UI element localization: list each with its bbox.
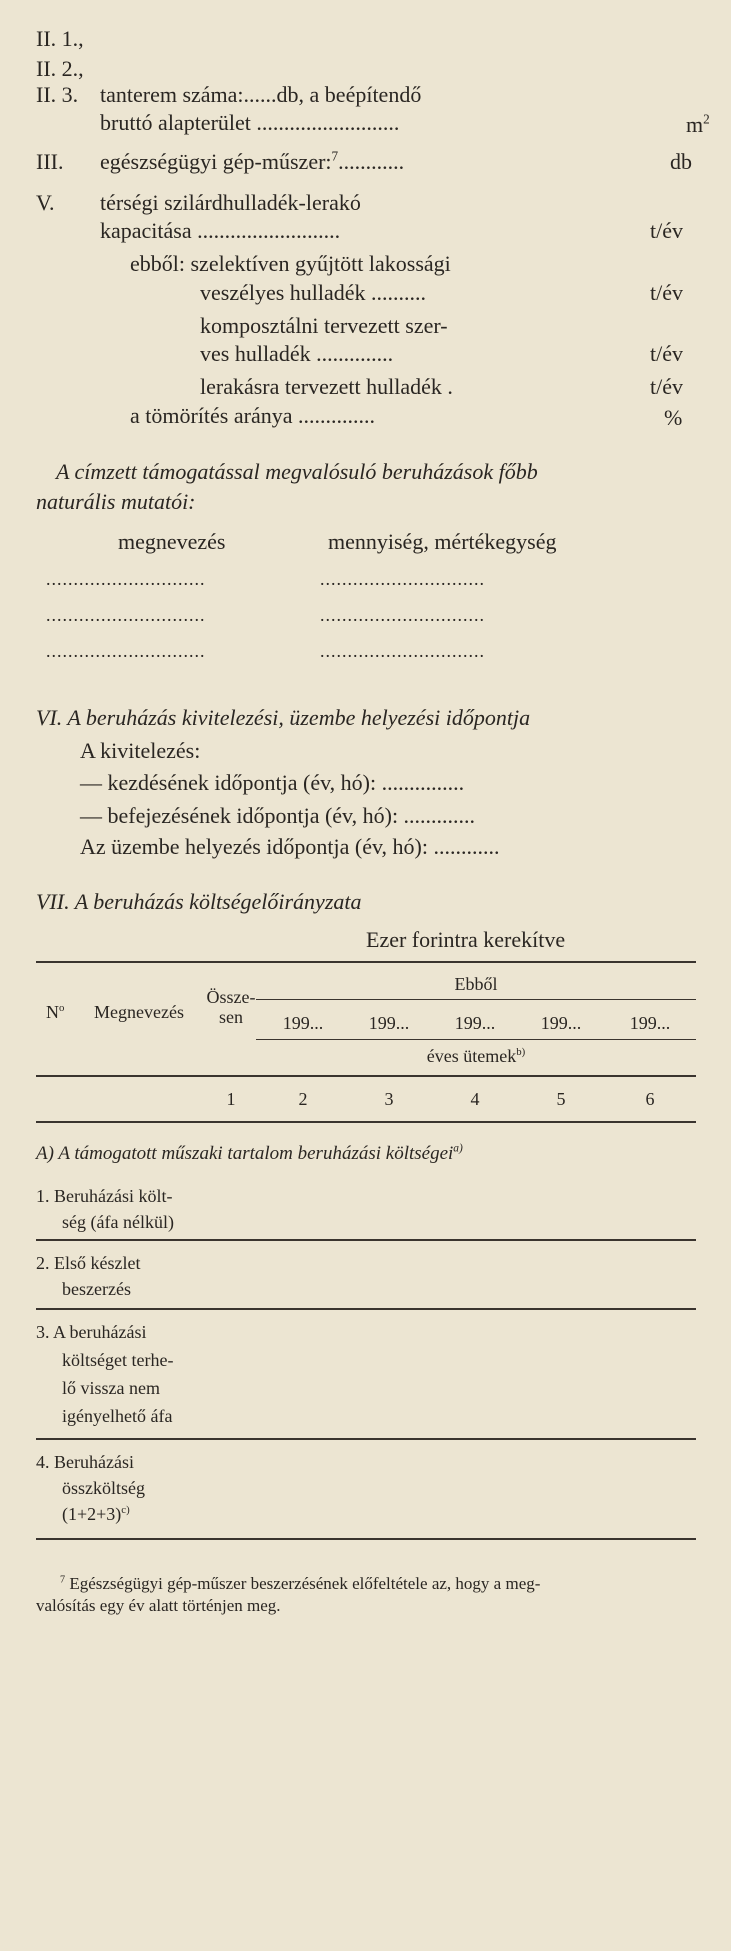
table-header-annual-phases: éves ütemek$^{b)}$: [426, 1046, 526, 1066]
section-VI-end-date: — befejezésének időpontja (év, hó): .............: [80, 803, 476, 828]
cost-row-4-label: 4. Beruházási összköltség $(1+2+3)^{c)}$: [36, 1452, 145, 1524]
section-V-line4-unit: t/év: [650, 280, 683, 305]
table-header-year-2: 199...: [368, 1013, 410, 1033]
section-II-item3-line1: tanterem száma:......db, a beépítendő: [100, 82, 422, 107]
indicators-row2-quantity: ..............................: [320, 605, 485, 625]
section-V-line7-unit: t/év: [650, 374, 683, 399]
section-II-item2: II. 2.,: [36, 56, 84, 81]
cost-row-1-rule: [36, 1239, 696, 1241]
section-VI-line1: A kivitelezés:: [80, 738, 201, 763]
table-colnum-rule: [36, 1121, 696, 1123]
section-V-number: V.: [36, 190, 55, 215]
indicators-title-line2: naturális mutatói:: [36, 489, 196, 514]
section-III-unit: db: [670, 149, 692, 174]
section-II-item3-line2: bruttó alapterület ..........................: [100, 110, 400, 135]
subsection-A-title: A) A támogatott műszaki tartalom beruházási költségei$^{a)}$: [36, 1142, 463, 1164]
table-ebbol-rule: [256, 999, 696, 1000]
table-header-year-4: 199...: [540, 1013, 582, 1033]
table-header-year-1: 199...: [282, 1013, 324, 1033]
table-top-rule: [36, 961, 696, 963]
table-colnum-1: 1: [226, 1089, 236, 1109]
table-header-ebbol: Ebből: [454, 974, 498, 994]
section-II-item3-unit: $m^2$: [686, 111, 710, 137]
section-VI-start-date: — kezdésének időpontja (év, hó): ...............: [80, 770, 465, 795]
indicators-row3-quantity: ..............................: [320, 641, 485, 661]
indicators-row1-name: .............................: [46, 569, 206, 589]
section-V-line4: veszélyes hulladék ..........: [200, 280, 427, 305]
indicators-row1-quantity: ..............................: [320, 569, 485, 589]
indicators-title-line1: A címzett támogatással megvalósuló beruházások főbb: [56, 459, 538, 484]
section-V-line3: ebből: szelektíven gyűjtött lakossági: [130, 251, 451, 276]
cost-row-2-rule: [36, 1308, 696, 1310]
table-header-year-3: 199...: [454, 1013, 496, 1033]
table-header-year-5: 199...: [629, 1013, 671, 1033]
section-II-item1: II. 1.,: [36, 26, 84, 51]
section-VII-title: VII. A beruházás költségelőirányzata: [36, 889, 362, 914]
section-VI-operation-date: Az üzembe helyezés időpontja (év, hó): ............: [80, 834, 500, 859]
section-V-line8-unit: %: [664, 405, 683, 430]
table-colnum-3: 3: [384, 1089, 394, 1109]
cost-row-4-rule: [36, 1538, 696, 1540]
section-V-line2: kapacitása ..........................: [100, 218, 341, 243]
table-colnum-5: 5: [556, 1089, 566, 1109]
section-V-line1: térségi szilárdhulladék-lerakó: [100, 190, 361, 215]
cost-row-3-label: 3. A beruházási költséget terhe- lő vissza nem igényelhető áfa: [36, 1322, 174, 1426]
section-III-label: egészségügyi gép-műszer:$^7$............: [100, 148, 405, 174]
cost-row-3-rule: [36, 1438, 696, 1440]
table-header-bottom-rule: [36, 1075, 696, 1077]
section-V-line7: lerakásra tervezett hulladék .: [200, 374, 453, 399]
footnote-7: $^7$ Egészségügyi gép-műszer beszerzésének előfeltétele az, hogy a meg- valósítás egy év alatt történjen meg.: [36, 1574, 541, 1615]
cost-row-2-label: 2. Első készlet beszerzés: [36, 1253, 141, 1299]
section-V-line6-unit: t/év: [650, 341, 683, 366]
section-V-line2-unit: t/év: [650, 218, 683, 243]
section-III-number: III.: [36, 149, 64, 174]
table-header-total: Össze- sen: [206, 987, 256, 1027]
section-II-item3-number: II. 3.: [36, 82, 79, 107]
table-header-name: Megnevezés: [94, 1002, 184, 1022]
table-colnum-2: 2: [298, 1089, 308, 1109]
section-V-line5: komposztálni tervezett szer-: [200, 313, 448, 338]
indicators-row3-name: .............................: [46, 641, 206, 661]
section-VI-title: VI. A beruházás kivitelezési, üzembe helyezési időpontja: [36, 705, 531, 730]
table-years-rule: [256, 1039, 696, 1040]
table-colnum-6: 6: [645, 1089, 655, 1109]
table-colnum-4: 4: [470, 1089, 480, 1109]
indicators-col-quantity-header: mennyiség, mértékegység: [328, 529, 557, 554]
indicators-row2-name: .............................: [46, 605, 206, 625]
table-header-number: $N^o$: [46, 1002, 65, 1022]
section-VII-rounding-note: Ezer forintra kerekítve: [366, 927, 566, 952]
section-V-line8: a tömörítés aránya ..............: [130, 403, 375, 428]
indicators-col-name-header: megnevezés: [118, 529, 226, 554]
section-V-line6: ves hulladék ..............: [200, 341, 394, 366]
cost-row-1-label: 1. Beruházási költ- ség (áfa nélkül): [36, 1186, 174, 1232]
